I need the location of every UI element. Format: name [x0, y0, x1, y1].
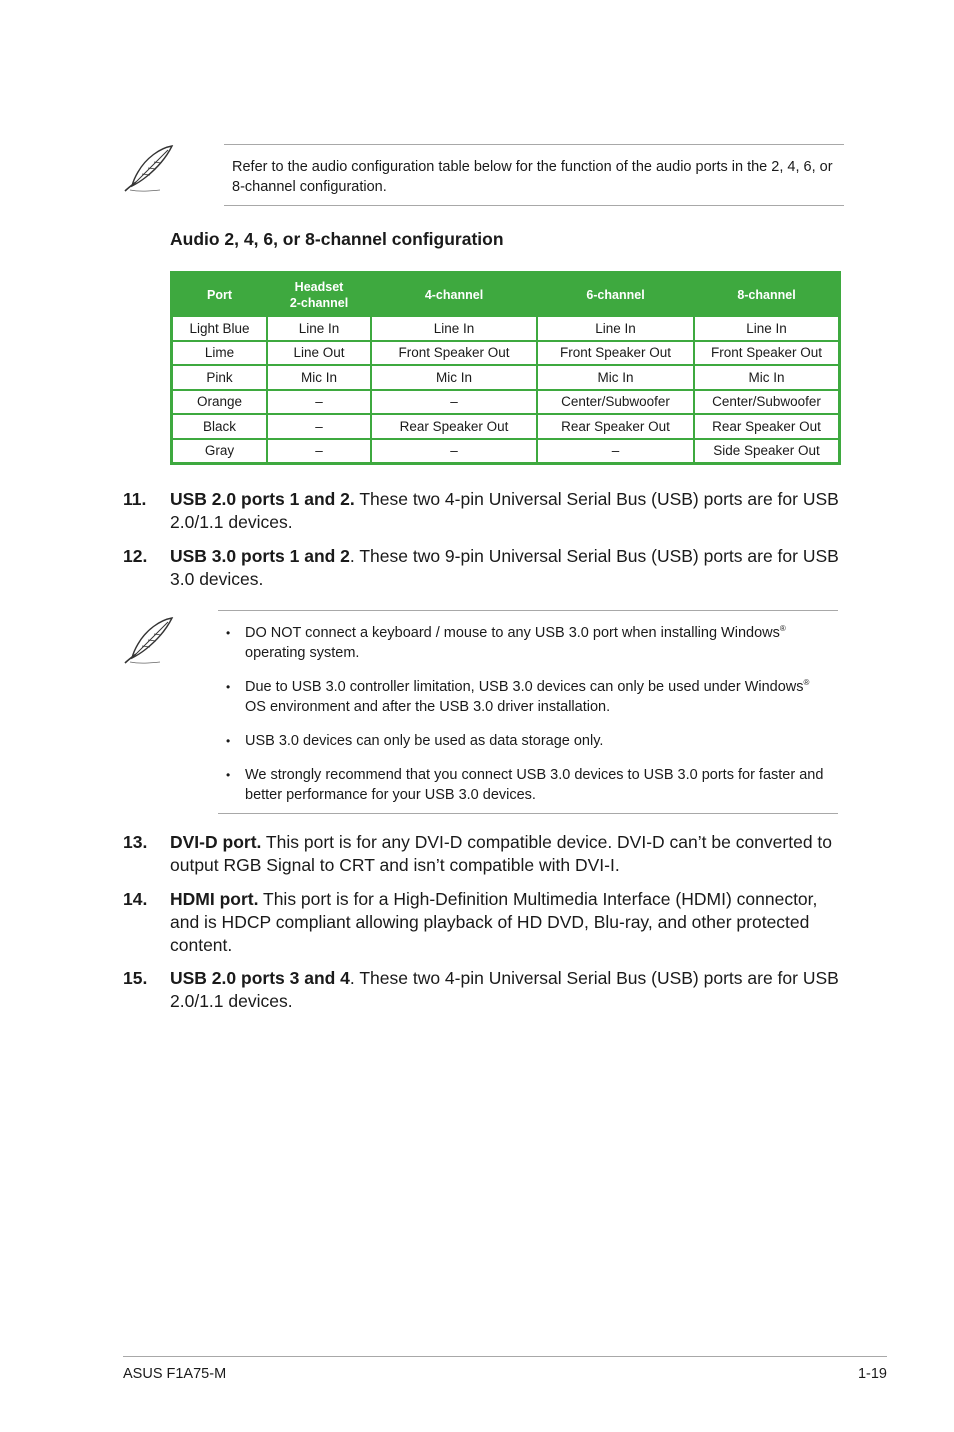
- item-body: [170, 831, 840, 877]
- table-cell: Front Speaker Out: [372, 342, 536, 365]
- table-cell: Front Speaker Out: [695, 342, 838, 365]
- table-row: [173, 415, 838, 438]
- table-cell: Center/Subwoofer: [695, 391, 838, 414]
- item-title: DVI-D port.: [170, 832, 262, 852]
- table-cell: Line In: [695, 317, 838, 340]
- table-cell: Orange: [173, 391, 266, 414]
- list-item: [226, 623, 834, 663]
- table-cell: Black: [173, 415, 266, 438]
- table-cell: Light Blue: [173, 317, 266, 340]
- table-cell: Rear Speaker Out: [538, 415, 693, 438]
- feather-pen-icon: [120, 144, 176, 194]
- item-title: USB 2.0 ports 1 and 2.: [170, 489, 355, 509]
- table-cell: –: [372, 440, 536, 463]
- item-body: [170, 488, 840, 534]
- note-box: [218, 610, 838, 814]
- bullet-text: DO NOT connect a keyboard / mouse to any USB 3.0 port when installing Windows: [245, 625, 780, 641]
- registered-mark: ®: [803, 678, 810, 688]
- table-cell: Line In: [538, 317, 693, 340]
- bullet-icon: •: [226, 680, 231, 694]
- table-cell: Line In: [372, 317, 536, 340]
- item-number: 14.: [123, 889, 148, 909]
- table-cell: –: [538, 440, 693, 463]
- bullet-icon: •: [226, 626, 231, 640]
- table-cell: Center/Subwoofer: [538, 391, 693, 414]
- item-number: 15.: [123, 968, 148, 988]
- bullet-icon: •: [226, 734, 231, 748]
- table-cell: Rear Speaker Out: [372, 415, 536, 438]
- column-header: 8-channel: [695, 274, 838, 315]
- table-row: [173, 317, 838, 340]
- table-cell: Rear Speaker Out: [695, 415, 838, 438]
- bullet-text-cont: OS environment and after the USB 3.0 driver installation.: [245, 699, 611, 715]
- table-cell: Mic In: [268, 366, 370, 389]
- table-row: [173, 366, 838, 389]
- table-cell: Line Out: [268, 342, 370, 365]
- column-header: Headset 2-channel: [268, 274, 370, 315]
- note-callout-usb30: [120, 610, 844, 814]
- table-cell: –: [372, 391, 536, 414]
- table-cell: Mic In: [372, 366, 536, 389]
- bullet-icon: •: [226, 768, 231, 782]
- note-callout-audio: [120, 144, 844, 206]
- footer-model: ASUS F1A75-M: [123, 1366, 227, 1382]
- bullet-text-cont: operating system.: [245, 645, 360, 661]
- table-header-row: [173, 274, 838, 315]
- item-number: 12.: [123, 546, 148, 566]
- bullet-text: USB 3.0 devices can only be used as data storage only.: [245, 733, 604, 749]
- item-text: This port is for a High-Definition Multimedia Interface (HDMI) connector, and is HDCP compliant allowing playback of HD DVD, Blu-ray, and other protected content.: [170, 889, 818, 955]
- bullet-text: Due to USB 3.0 controller limitation, USB 3.0 devices can only be used under Windows: [245, 679, 804, 695]
- column-header: 6-channel: [538, 274, 693, 315]
- audio-config-title: Audio 2, 4, 6, or 8-channel configuration: [170, 229, 504, 249]
- table-row: [173, 342, 838, 365]
- registered-mark: ®: [779, 624, 786, 634]
- item-text: . These two 9-pin Universal Serial Bus (USB) ports are for USB 3.0 devices.: [170, 546, 839, 589]
- item-text: This port is for any DVI-D compatible device. DVI-D can’t be converted to output RGB Signal to CRT and isn’t compatible with DVI-I.: [170, 832, 833, 875]
- table-cell: –: [268, 440, 370, 463]
- table-cell: Pink: [173, 366, 266, 389]
- column-header: 4-channel: [372, 274, 536, 315]
- note-bullet-list: [226, 623, 834, 819]
- table-cell: Side Speaker Out: [695, 440, 838, 463]
- note-text: Refer to the audio configuration table below for the function of the audio ports in the 2, 4, 6, or 8-channel configuration.: [232, 159, 833, 195]
- table-cell: Front Speaker Out: [538, 342, 693, 365]
- feather-pen-icon: [120, 616, 176, 666]
- item-title: HDMI port.: [170, 889, 259, 909]
- item-body: [170, 888, 840, 957]
- item-text: . These two 4-pin Universal Serial Bus (USB) ports are for USB 2.0/1.1 devices.: [170, 968, 839, 1011]
- item-title: USB 3.0 ports 1 and 2: [170, 546, 350, 566]
- table-cell: Mic In: [695, 366, 838, 389]
- table-row: [173, 440, 838, 463]
- footer-page-number: 1-19: [857, 1366, 887, 1382]
- item-number: 11.: [123, 489, 147, 509]
- column-header: Port: [173, 274, 266, 315]
- item-text: These two 4-pin Universal Serial Bus (USB) ports are for USB 2.0/1.1 devices.: [170, 489, 839, 532]
- page-footer: [123, 1356, 887, 1382]
- table-cell: Lime: [173, 342, 266, 365]
- item-body: [170, 545, 840, 591]
- audio-config-table: [170, 271, 841, 465]
- item-body: [170, 967, 840, 1013]
- table-cell: –: [268, 391, 370, 414]
- list-item: [226, 731, 834, 751]
- table-cell: Line In: [268, 317, 370, 340]
- list-item: [226, 677, 834, 717]
- table-cell: Mic In: [538, 366, 693, 389]
- item-number: 13.: [123, 832, 148, 852]
- item-title: USB 2.0 ports 3 and 4: [170, 968, 350, 988]
- table-cell: Gray: [173, 440, 266, 463]
- bullet-text: We strongly recommend that you connect USB 3.0 devices to USB 3.0 ports for faster and better performance for your USB 3.0 devices.: [245, 767, 824, 803]
- note-box: [224, 144, 844, 206]
- list-item: [226, 765, 834, 805]
- table-row: [173, 391, 838, 414]
- table-cell: –: [268, 415, 370, 438]
